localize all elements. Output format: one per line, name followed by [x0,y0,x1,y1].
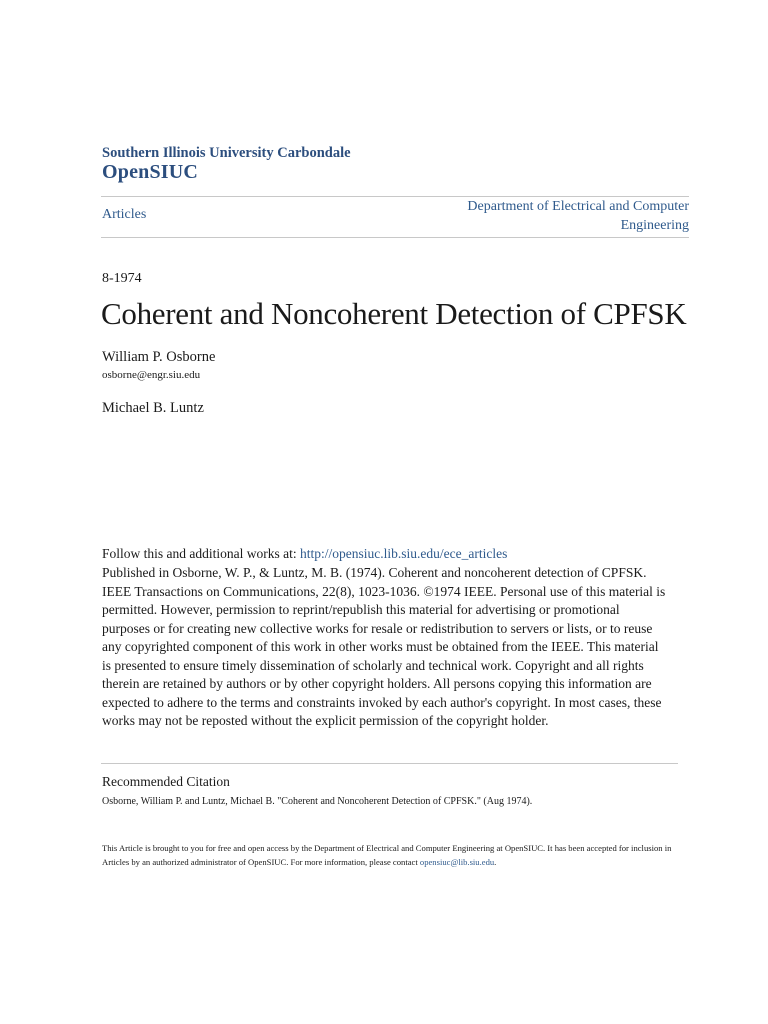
citation-text: Osborne, William P. and Luntz, Michael B. "Coherent and Noncoherent Detection of CPFSK." (Aug 1974). [102,796,533,807]
bottom-divider [101,237,689,238]
author-name-2: Michael B. Luntz [102,400,204,416]
article-title: Coherent and Noncoherent Detection of CPFSK [101,296,687,331]
author-name: William P. Osborne [102,349,216,365]
department-line-1: Department of Electrical and Computer [467,199,689,214]
contact-email-link[interactable]: opensiuc@lib.siu.edu [419,856,495,867]
access-notice-text: This Article is brought to you for free and open access by the Department of Electrical and Computer Engineering at OpenSIUC. It has been accepted for inclusion in Articles by an authorized administrator of OpenSIUC. For more information, please contact [102,843,672,867]
publication-date: 8-1974 [102,271,142,286]
access-notice [102,842,672,869]
department-link[interactable] [429,197,689,235]
repository-name[interactable]: OpenSIUC [102,161,199,183]
collection-link[interactable]: Articles [102,207,147,222]
citation-heading: Recommended Citation [102,774,230,789]
collection-url-link[interactable]: http://opensiuc.lib.siu.edu/ece_articles [300,546,508,561]
follow-line [102,545,682,564]
follow-prefix: Follow this and additional works at: [102,546,300,561]
institution-name: Southern Illinois University Carbondale [102,145,351,161]
author-email: osborne@engr.siu.edu [102,369,201,381]
department-line-2: Engineering [620,218,689,233]
citation-divider [101,763,678,764]
publication-notice: Published in Osborne, W. P., & Luntz, M. B. (1974). Coherent and noncoherent detection of CPFSK. IEEE Transactions on Communications, 22(8), 1023-1036. ©1974 IEEE. Personal use of this material is permitted. However, permission to reprint/republish this material for advertising or promotional purposes or for creating new collective works for resale or redistribution to servers or lists, or to reuse any copyrighted component of this work in other works must be obtained from the IEEE. This material is presented to ensure timely dissemination of scholarly and technical work. Copyright and all rights therein are retained by authors or by other copyright holders. All persons copying this information are expected to adhere to the terms and constraints invoked by each author's copyright. In most cases, these works may not be reposted without the explicit permission of the copyright holder. [102,565,666,728]
access-notice-suffix: . [494,856,497,867]
